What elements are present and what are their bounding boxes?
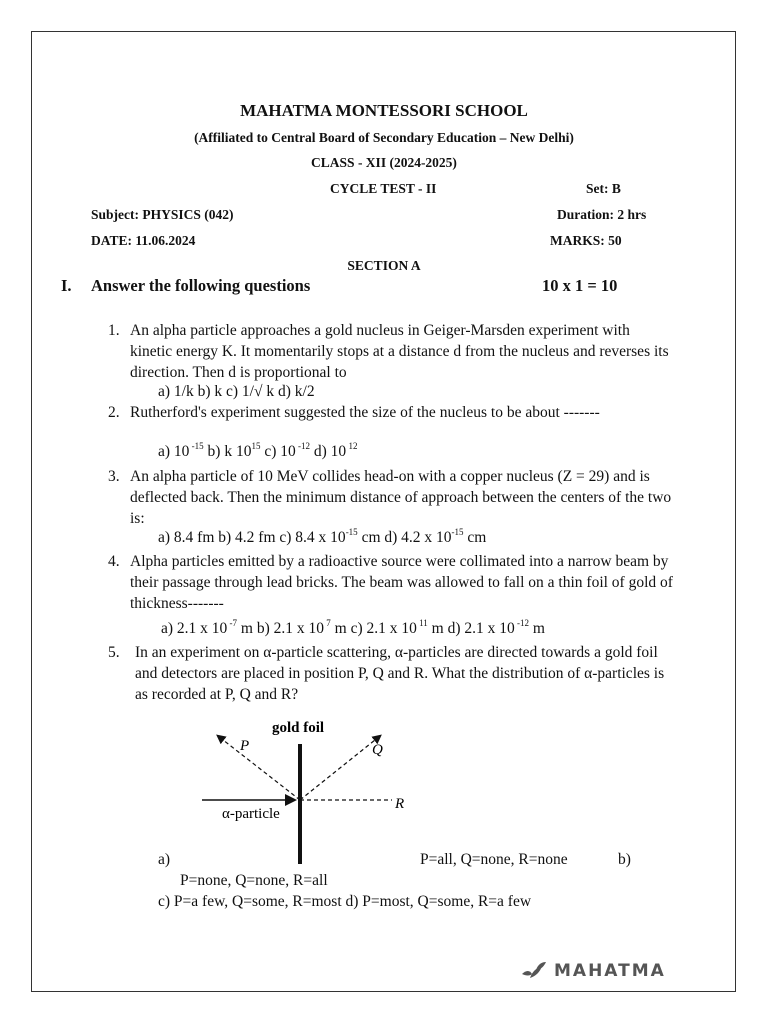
- question-number: 3.: [108, 468, 120, 485]
- question-number: 5.: [108, 644, 120, 661]
- question-2-options: [158, 443, 357, 461]
- question-3-options: [158, 529, 486, 547]
- option-a: a) 10: [158, 443, 190, 460]
- option-end: m: [529, 620, 545, 637]
- option-b: b) k 10: [203, 443, 252, 460]
- question-text: An alpha particle of 10 MeV collides head-on with a copper nucleus (Z = 29) and is deflected back. Then the minimum distance of approach between the centers of the two is:: [130, 468, 672, 527]
- exponent: -7: [227, 618, 238, 628]
- part-marks: 10 x 1 = 10: [542, 276, 618, 295]
- path-to-p: [218, 736, 300, 800]
- test-name: CYCLE TEST - II: [330, 181, 437, 196]
- question-text: Alpha particles emitted by a radioactive source were collimated into a narrow beam by their passage through lead bricks. The beam was allowed to fall on a thin foil of gold of thickness-------: [130, 553, 673, 612]
- question-5-option-a-label: a): [158, 851, 171, 868]
- option-a: a) 2.1 x 10: [161, 620, 228, 637]
- option-d: m d) 2.1 x 10: [427, 620, 515, 637]
- option-c-d: cm d) 4.2 x 10: [357, 529, 452, 546]
- exponent: 11: [416, 618, 428, 628]
- foil-label: gold foil: [272, 720, 325, 736]
- question-text: An alpha particle approaches a gold nucleus in Geiger-Marsden experiment with kinetic energy K. It momentarily stops at a distance d from the nucleus and reverses its direction. Then d is proportional to: [130, 322, 669, 381]
- question-text: In an experiment on α-particle scattering, α-particles are directed towards a gold foil and detectors are placed in position P, Q and R. What the distribution of α-particles is as recorded at P, Q and R?: [135, 644, 665, 703]
- subject-label: Subject: PHYSICS (042): [91, 207, 234, 222]
- option-a-b-c: a) 8.4 fm b) 4.2 fm c) 8.4 x 10: [158, 529, 346, 546]
- scattering-diagram: [196, 712, 416, 870]
- question-5-option-a: P=all, Q=none, R=none: [420, 851, 568, 868]
- option-c: m c) 2.1 x 10: [330, 620, 417, 637]
- part-instruction: Answer the following questions: [91, 276, 311, 295]
- path-to-q: [300, 736, 380, 800]
- exponent: 15: [251, 441, 261, 451]
- exponent: -15: [189, 441, 204, 451]
- question-text: Rutherford's experiment suggested the size of the nucleus to be about -------: [130, 404, 600, 421]
- question-5-options-c-d: c) P=a few, Q=some, R=most d) P=most, Q=some, R=a few: [158, 893, 532, 910]
- label-q: Q: [372, 742, 383, 758]
- question-number: 2.: [108, 404, 120, 421]
- exponent: -15: [345, 527, 358, 537]
- logo-text: MAHATMA: [554, 961, 666, 981]
- class-line: CLASS - XII (2024-2025): [311, 155, 457, 170]
- option-d-unit: cm: [463, 529, 487, 546]
- exponent: -12: [514, 618, 530, 628]
- marks-label: MARKS: 50: [550, 233, 622, 248]
- question-5-option-b-label: b): [618, 851, 631, 868]
- exponent: -15: [451, 527, 464, 537]
- date-label: DATE: 11.06.2024: [91, 233, 196, 248]
- school-name: MAHATMA MONTESSORI SCHOOL: [240, 101, 528, 120]
- part-numeral: I.: [61, 276, 72, 295]
- section-heading: SECTION A: [347, 258, 421, 273]
- question-number: 4.: [108, 553, 120, 570]
- exponent: 12: [346, 441, 358, 451]
- set-label: Set: B: [586, 181, 621, 196]
- label-r: R: [395, 796, 405, 812]
- option-d: d) 10: [310, 443, 347, 460]
- mahatma-logo: [520, 960, 666, 982]
- affiliation-line: (Affiliated to Central Board of Secondary Education – New Delhi): [194, 130, 574, 145]
- duration-label: Duration: 2 hrs: [557, 207, 647, 222]
- question-4-options: [161, 620, 545, 638]
- option-b: m b) 2.1 x 10: [237, 620, 325, 637]
- exponent: 7: [324, 618, 331, 628]
- question-1-options: a) 1/k b) k c) 1/√ k d) k/2: [158, 383, 315, 400]
- question-5-option-b: P=none, Q=none, R=all: [180, 872, 328, 889]
- leaf-logo-icon: [520, 960, 548, 982]
- beam-label: α-particle: [222, 806, 280, 822]
- question-number: 1.: [108, 322, 120, 339]
- option-c: c) 10: [260, 443, 296, 460]
- exponent: -12: [295, 441, 311, 451]
- label-p: P: [240, 738, 250, 754]
